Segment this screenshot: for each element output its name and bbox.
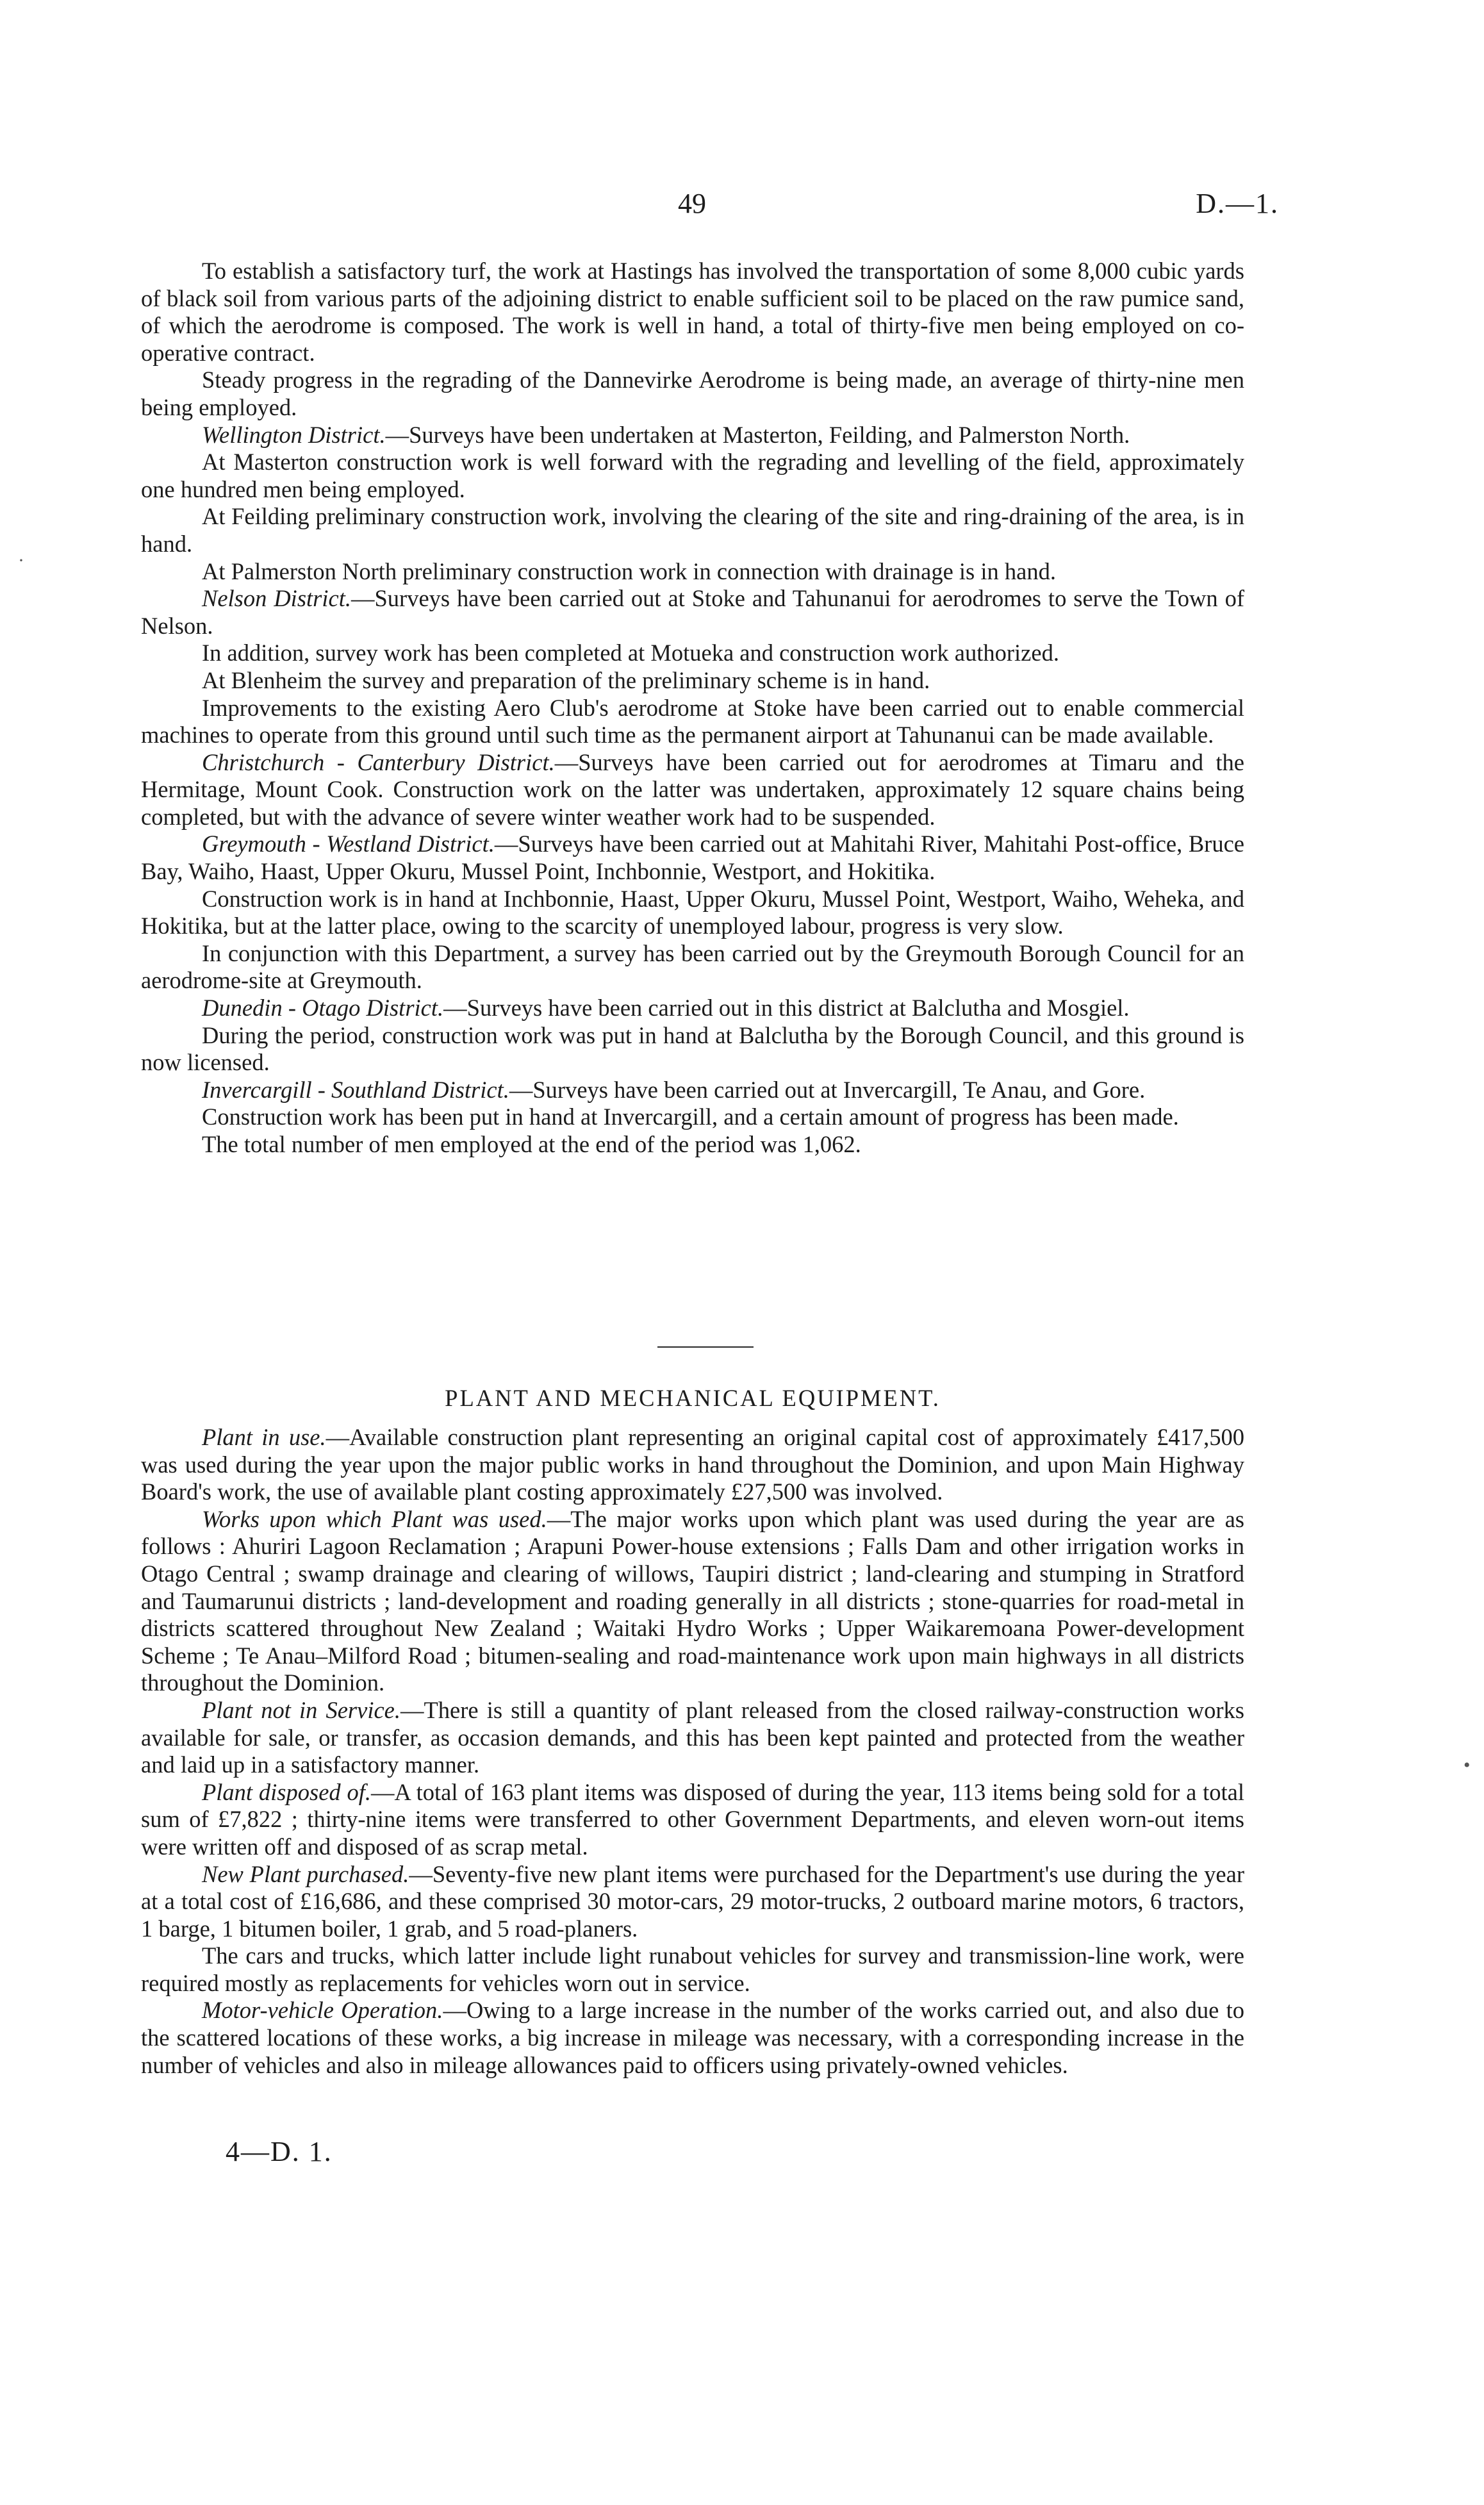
paragraph bbox=[141, 995, 1244, 1022]
paragraph-lead: Motor-vehicle Operation. bbox=[202, 1997, 443, 2024]
paragraph-text: In conjunction with this Department, a survey has been carried out by the Greymouth Borough Council for an aerodrome-site at Greymouth. bbox=[141, 939, 1244, 994]
paragraph-text: At Masterton construction work is well forward with the regrading and levelling of the field, approximately one hundred men being employed. bbox=[141, 449, 1244, 502]
paragraph-text: At Blenheim the survey and preparation of the preliminary scheme is in hand. bbox=[202, 666, 930, 693]
page-number: 49 bbox=[678, 188, 706, 219]
paragraph bbox=[141, 1424, 1244, 1506]
scan-speck: • bbox=[1463, 1755, 1471, 1776]
paragraph-lead: Invercargill - Southland District. bbox=[202, 1076, 509, 1103]
paragraph bbox=[141, 503, 1244, 558]
paragraph bbox=[141, 886, 1244, 940]
paragraph bbox=[141, 695, 1244, 749]
paragraph-text: The cars and trucks, which latter include light runabout vehicles for survey and transmission-line work, were required mostly as replacements for vehicles worn out in service. bbox=[141, 1942, 1244, 1996]
paragraph-lead: Plant not in Service. bbox=[202, 1696, 400, 1723]
paragraph bbox=[141, 1077, 1244, 1104]
paragraph-lead: Works upon which Plant was used. bbox=[202, 1505, 547, 1532]
paragraph-text: During the period, construction work was put in hand at Balclutha by the Borough Council, and this ground is now licensed. bbox=[141, 1021, 1244, 1076]
paragraph bbox=[141, 749, 1244, 831]
paragraph-text: —Seventy-five new plant items were purchased for the Department's use during the year at a total cost of £16,686, and these comprised 30 motor-cars, 29 motor-trucks, 2 outboard marine motors, 6 tractors, 1 barge, 1 bitumen boiler, 1 grab, and 5 road-planers. bbox=[141, 1860, 1244, 1942]
section-heading: PLANT AND MECHANICAL EQUIPMENT. bbox=[445, 1385, 941, 1411]
paragraph bbox=[141, 1104, 1244, 1131]
paragraph bbox=[141, 1131, 1244, 1159]
paragraph-text: —Surveys have been carried out at Invercargill, Te Anau, and Gore. bbox=[509, 1076, 1146, 1103]
paragraph-lead: Wellington District. bbox=[202, 421, 386, 448]
paragraph-text: —There is still a quantity of plant released from the closed railway-construction works available for sale, or transfer, as occasion demands, and this has been kept painted and protected from the weather and laid up in a satisfactory manner. bbox=[141, 1696, 1244, 1778]
paragraph-lead: Christchurch - Canterbury District. bbox=[202, 748, 555, 775]
paragraph bbox=[141, 1022, 1244, 1077]
paragraph-text: At Palmerston North preliminary construction work in connection with drainage is in hand. bbox=[202, 558, 1056, 584]
paragraph-lead: Plant in use. bbox=[202, 1424, 326, 1450]
document-reference: D.—1. bbox=[1196, 188, 1279, 219]
paragraph bbox=[141, 258, 1244, 367]
paragraph bbox=[141, 367, 1244, 421]
paragraph-text: In addition, survey work has been completed at Motueka and construction work authorized. bbox=[202, 640, 1059, 666]
paragraph-text: —Surveys have been carried out at Mahitahi River, Mahitahi Post-office, Bruce Bay, Waiho, Haast, Upper Okuru, Mussel Point, Inchbonnie, Westport, and Hokitika. bbox=[141, 831, 1244, 885]
paragraph bbox=[141, 1779, 1244, 1861]
paragraph bbox=[141, 1997, 1244, 2079]
paragraph-text: To establish a satisfactory turf, the work at Hastings has involved the transportation of some 8,000 cubic yards of black soil from various parts of the adjoining district to enable sufficient soil to be placed on the raw pumice sand, of which the aerodrome is composed. The work is well in hand, a total of thirty-five men being employed on co-operative contract. bbox=[141, 258, 1244, 366]
plant-section bbox=[141, 1424, 1244, 2079]
paragraph bbox=[141, 640, 1244, 667]
paragraph bbox=[141, 1942, 1244, 1997]
paragraph bbox=[141, 940, 1244, 995]
paragraph bbox=[141, 1861, 1244, 1943]
paragraph-lead: Greymouth - Westland District. bbox=[202, 831, 495, 857]
paragraph-text: Improvements to the existing Aero Club's aerodrome at Stoke have been carried out to enable commercial machines to operate from this ground until such time as the permanent airport at Tahunanui can be made available. bbox=[141, 694, 1244, 748]
paragraph-lead: Dunedin - Otago District. bbox=[202, 995, 444, 1021]
paragraph bbox=[141, 422, 1244, 449]
paragraph-text: —Surveys have been carried out for aerodromes at Timaru and the Hermitage, Mount Cook. Construction work on the latter was undertaken, approximately 12 square chains being completed, but with the advance of severe winter weather work had to be suspended. bbox=[141, 748, 1244, 830]
paragraph-text: The total number of men employed at the end of the period was 1,062. bbox=[202, 1131, 861, 1157]
paragraph bbox=[141, 1506, 1244, 1697]
paragraph bbox=[141, 1697, 1244, 1779]
section-divider bbox=[657, 1346, 754, 1348]
paragraph-text: —A total of 163 plant items was disposed of during the year, 113 items being sold for a total sum of £7,822 ; thirty-nine items were transferred to other Government Departments, and eleven worn-out items were written off and disposed of as scrap metal. bbox=[141, 1778, 1244, 1860]
paragraph-text: Steady progress in the regrading of the Dannevirke Aerodrome is being made, an average of thirty-nine men being employed. bbox=[141, 367, 1244, 420]
signature-reference: 4—D. 1. bbox=[226, 2136, 333, 2167]
aerodromes-section bbox=[141, 258, 1244, 1159]
paragraph-text: —Surveys have been undertaken at Masterton, Feilding, and Palmerston North. bbox=[385, 421, 1130, 448]
paragraph bbox=[141, 558, 1244, 586]
paragraph-lead: Plant disposed of. bbox=[202, 1778, 371, 1805]
paragraph-text: —Surveys have been carried out at Stoke and Tahunanui for aerodromes to serve the Town of Nelson. bbox=[141, 585, 1244, 639]
paragraph-text: Construction work is in hand at Inchbonnie, Haast, Upper Okuru, Mussel Point, Westport, Waiho, Weheka, and Hokitika, but at the latter place, owing to the scarcity of unemployed labour, progress is very slow. bbox=[141, 885, 1244, 939]
paragraph-lead: Nelson District. bbox=[202, 585, 351, 612]
paragraph-lead: New Plant purchased. bbox=[202, 1860, 409, 1887]
paragraph-text: —Available construction plant representing an original capital cost of approximately £417,500 was used during the year upon the major public works in hand throughout the Dominion, and upon Main Highway Board's work, the use of available plant costing approximately £27,500 was involved. bbox=[141, 1424, 1245, 1505]
paragraph-text: —Owing to a large increase in the number of the works carried out, and also due to the scattered locations of these works, a big increase in mileage was necessary, with a corresponding increase in the number of vehicles and also in mileage allowances paid to officers using privately-owned vehicles. bbox=[141, 1997, 1245, 2078]
scan-speck: · bbox=[18, 550, 24, 571]
paragraph-text: At Feilding preliminary construction work, involving the clearing of the site and ring-draining of the area, is in hand. bbox=[141, 503, 1244, 557]
paragraph-text: —The major works upon which plant was used during the year are as follows : Ahuriri Lagoon Reclamation ; Arapuni Power-house extensions ; Falls Dam and other irrigation works in Otago Central ; swamp drainage and clearing of willows, Taupiri district ; land-clearing and stumping in Stratford and Taumarunui districts ; land-development and roading generally in all districts ; stone-quarries for road-metal in districts scattered throughout New Zealand ; Waitaki Hydro Works ; Upper Waikaremoana Power-development Scheme ; Te Anau–Milford Road ; bitumen-sealing and road-maintenance work upon main highways in all districts throughout the Dominion. bbox=[141, 1505, 1245, 1696]
paragraph bbox=[141, 449, 1244, 503]
paragraph bbox=[141, 831, 1244, 885]
paragraph-text: —Surveys have been carried out in this district at Balclutha and Mosgiel. bbox=[443, 995, 1130, 1021]
paragraph-text: Construction work has been put in hand at Invercargill, and a certain amount of progress has been made. bbox=[202, 1104, 1179, 1130]
paragraph bbox=[141, 585, 1244, 640]
paragraph bbox=[141, 667, 1244, 695]
